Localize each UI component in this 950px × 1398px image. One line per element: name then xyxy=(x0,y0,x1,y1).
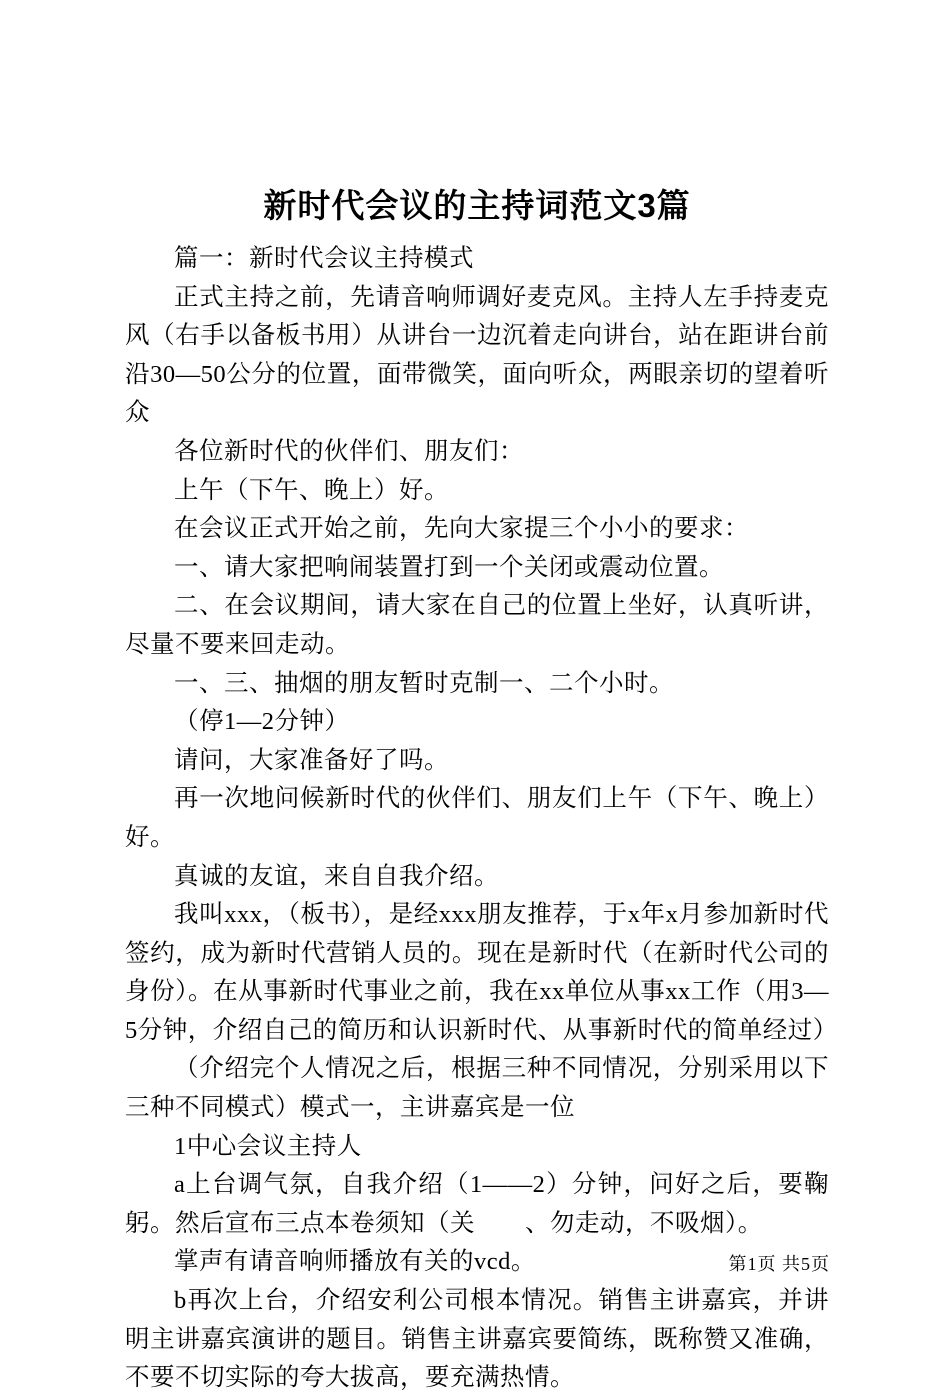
page-number: 第1页 共5页 xyxy=(728,1254,830,1274)
paragraph: 再一次地问候新时代的伙伴们、朋友们上午（下午、晚上）好。 xyxy=(125,785,829,851)
paragraph: 正式主持之前，先请音响师调好麦克风。主持人左手持麦克风（右手以备板书用）从讲台一边沉着走向讲台，站在距讲台前沿30—50公分的位置，面带微笑，面向听众，两眼亲切的望着听众 xyxy=(125,283,829,427)
paragraph: 篇一：新时代会议主持模式 xyxy=(174,245,474,272)
paragraph: 请问，大家准备好了吗。 xyxy=(174,746,449,774)
document-title: 新时代会议的主持词范文3篇 xyxy=(263,187,691,224)
paragraph: b再次上台，介绍安利公司根本情况。销售主讲嘉宾，并讲明主讲嘉宾演讲的题目。销售主讲嘉宾要简练，既称赞又准确，不要不切实际的夸大拔高，要充满热情。 xyxy=(125,1287,829,1392)
paragraph: 我叫xxx，（板书），是经xxx朋友推荐，于x年x月参加新时代签约，成为新时代营销人员的。现在是新时代（在新时代公司的身份）。在从事新时代事业之前，我在xx单位从事xx工作（用3—5分钟，介绍自己的简历和认识新时代、从事新时代的简单经过） xyxy=(125,901,838,1044)
paragraph: 在会议正式开始之前，先向大家提三个小小的要求： xyxy=(174,515,749,543)
page-footer xyxy=(729,1250,831,1276)
paragraph: 一、请大家把响闹装置打到一个关闭或震动位置。 xyxy=(174,553,724,581)
paragraph: 二、在会议期间，请大家在自己的位置上坐好，认真听讲，尽量不要来回走动。 xyxy=(125,592,829,658)
paragraph: 各位新时代的伙伴们、朋友们： xyxy=(174,437,524,465)
document-page xyxy=(125,180,838,1398)
paragraph: a上台调气氛，自我介绍（1——2）分钟，问好之后，要鞠躬。然后宣布三点本卷须知（关 、勿走动，不吸烟）。 xyxy=(125,1171,829,1237)
paragraph: 真诚的友谊，来自自我介绍。 xyxy=(174,862,499,890)
paragraph: 一、三、抽烟的朋友暂时克制一、二个小时。 xyxy=(174,669,674,697)
paragraph: （介绍完个人情况之后，根据三种不同情况，分别采用以下三种不同模式）模式一，主讲嘉宾是一位 xyxy=(125,1055,829,1122)
paragraph: 上午（下午、晚上）好。 xyxy=(174,476,449,504)
paragraph: （停1—2分钟） xyxy=(174,708,350,736)
paragraph: 1中心会议主持人 xyxy=(174,1132,362,1160)
paragraph: 掌声有请音响师播放有关的vcd。 xyxy=(174,1248,536,1276)
